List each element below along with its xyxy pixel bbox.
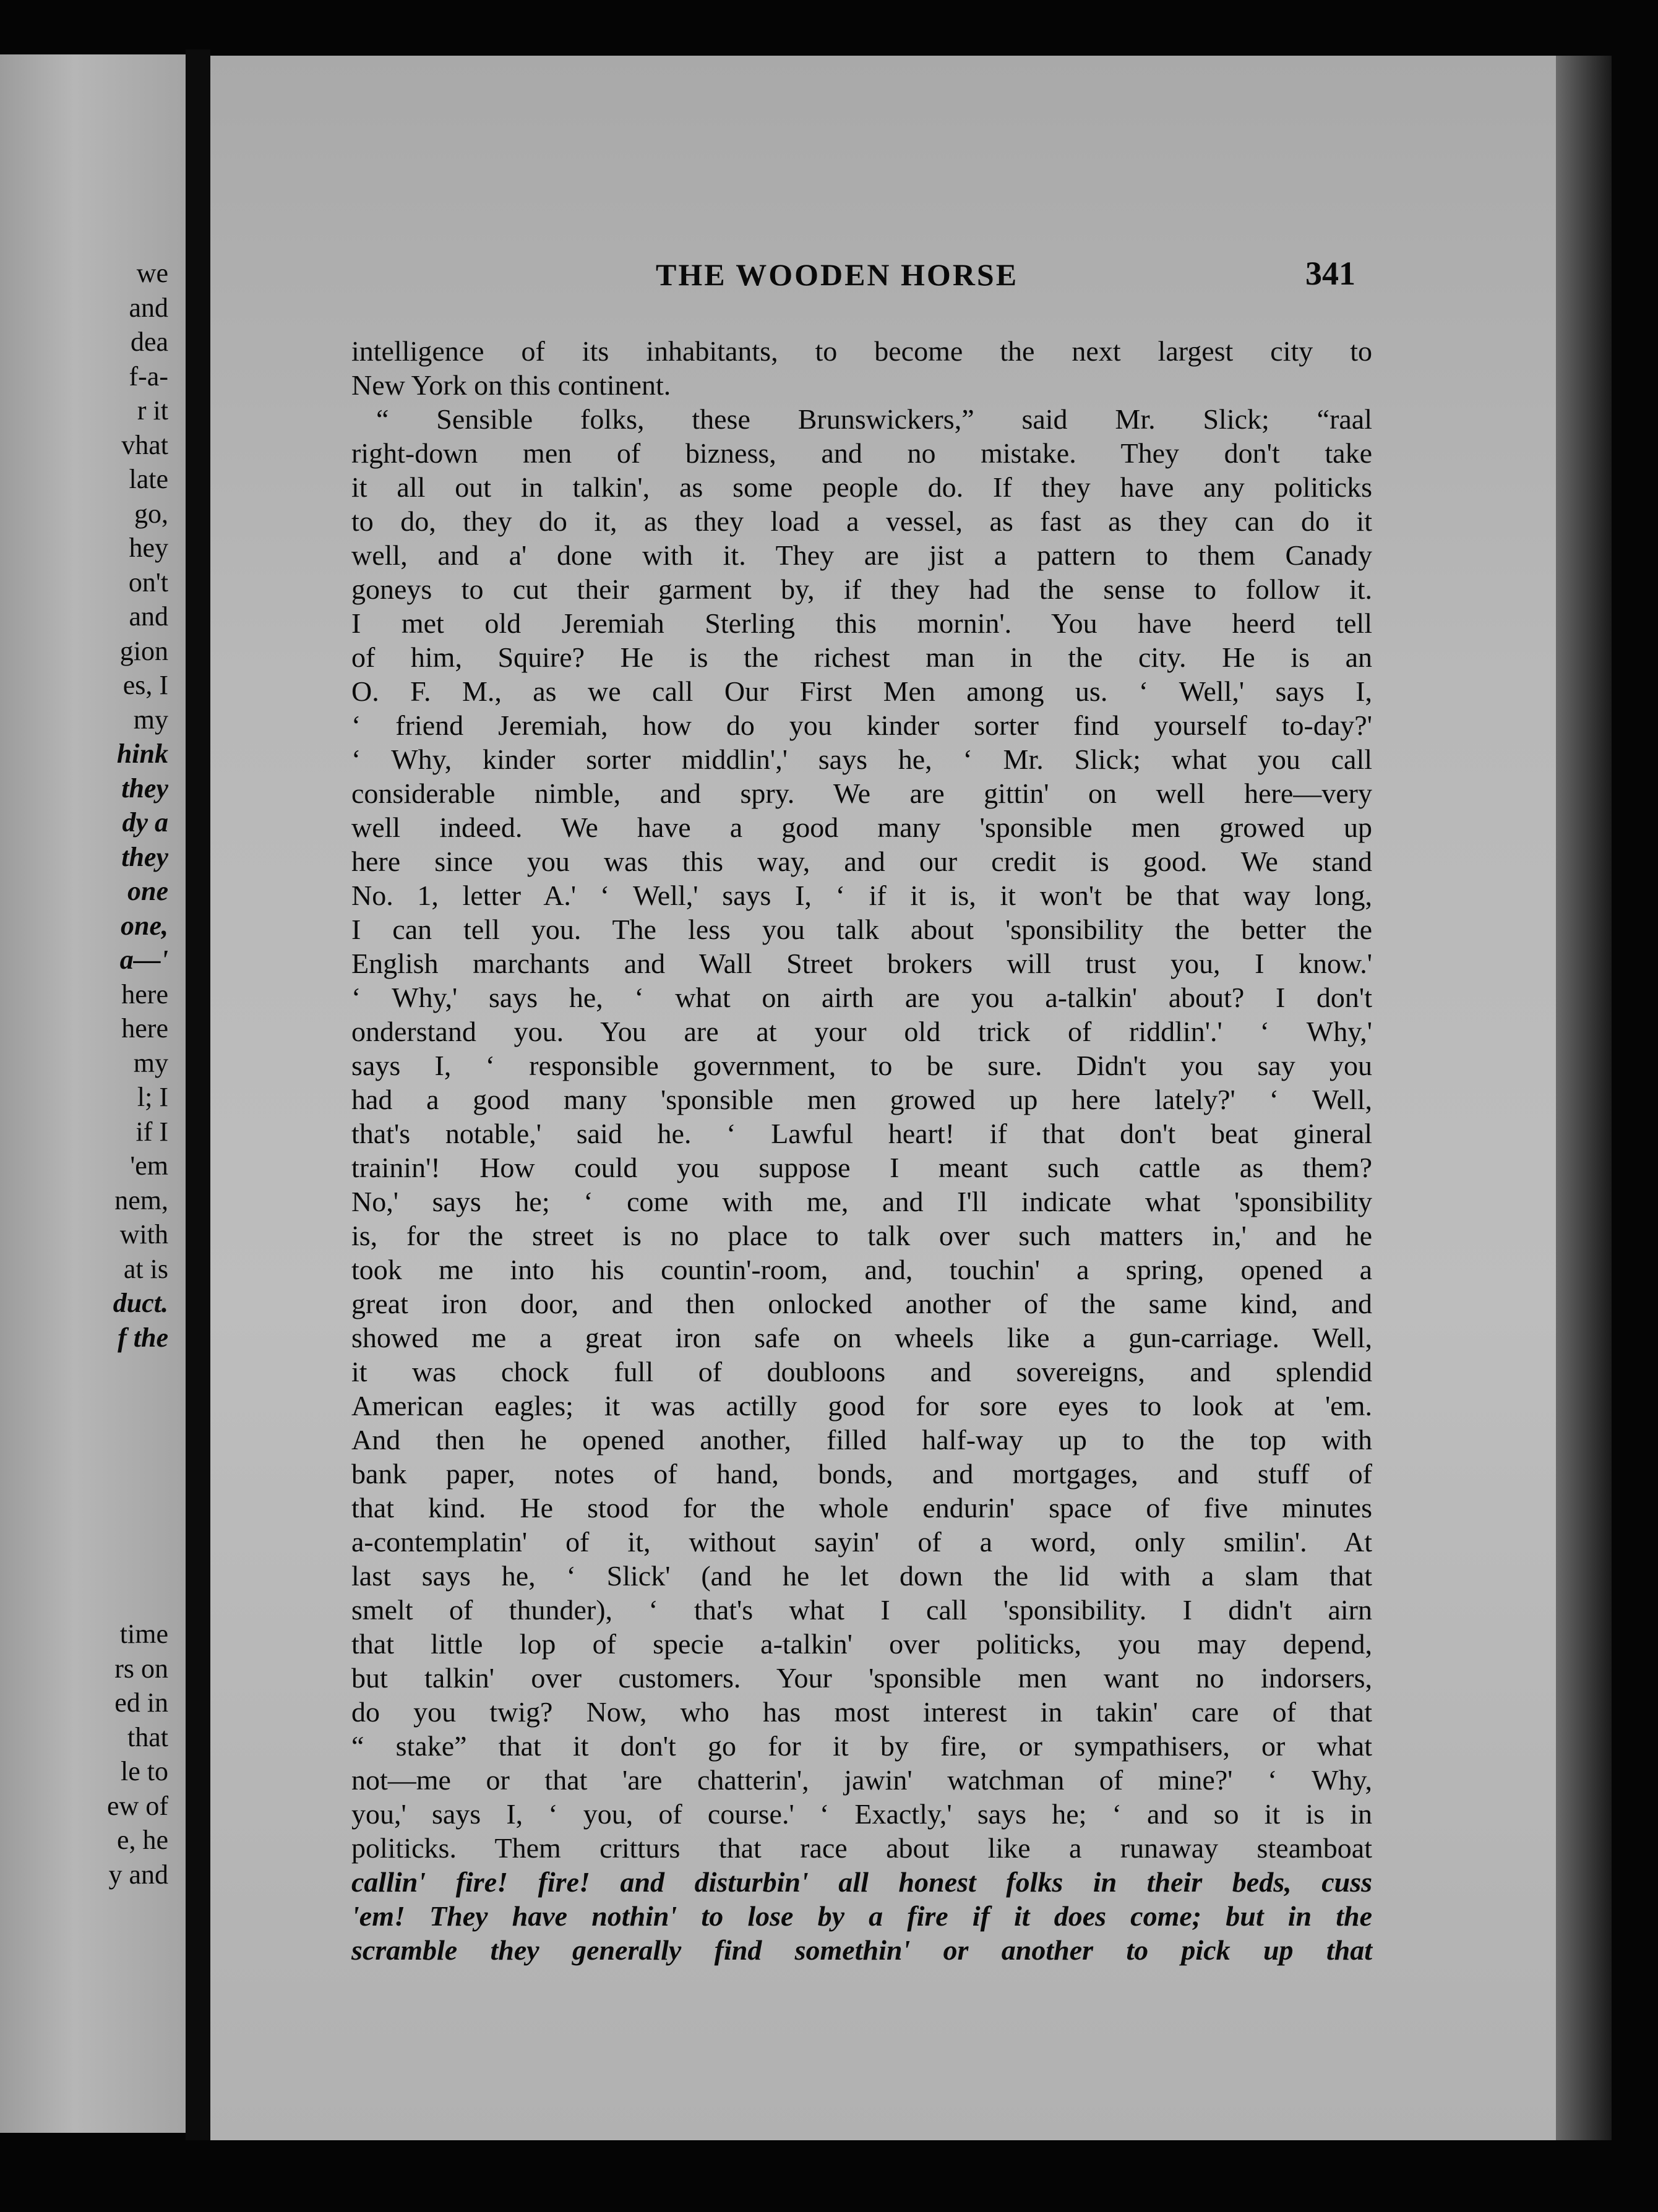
text-line: trainin'! How could you suppose I meant such cattle as them? [351,1152,1372,1183]
text-line: And then he opened another, filled half-way up to the top with [351,1424,1372,1455]
text-line: ‘ Why, kinder sorter middlin',' says he, ‘ Mr. Slick; what you call [351,744,1372,775]
text-line: New York on this continent. [351,369,671,401]
previous-page-text-fragment: le to [121,1756,168,1786]
text-line: ‘ friend Jeremiah, how do you kinder sorter find yourself to-day?' [351,709,1372,741]
book-page [210,56,1556,2140]
text-line: of him, Squire? He is the richest man in the city. He is an [351,641,1372,673]
text-line: last says he, ‘ Slick' (and he let down the lid with a slam that [351,1560,1372,1592]
book-gutter [186,49,210,2140]
previous-page-text-fragment: f-a- [129,361,168,392]
text-line: it all out in talkin', as some people do. If they have any politicks [351,471,1372,503]
running-head [210,257,1556,300]
previous-page-text-fragment: go, [134,498,168,529]
previous-page-text-fragment: they [121,841,168,872]
text-line: had a good many 'sponsible men growed up here lately?' ‘ Well, [351,1084,1372,1115]
text-line: a-contemplatin' of it, without sayin' of a word, only smilin'. At [351,1526,1372,1558]
text-line: right-down men of bizness, and no mistake. They don't take [351,437,1372,469]
text-line: considerable nimble, and spry. We are gittin' on well here—very [351,778,1372,809]
text-line: that kind. He stood for the whole endurin' space of five minutes [351,1492,1372,1524]
page-stack-edge [1556,56,1612,2140]
previous-page-text-fragment: nem, [114,1185,168,1215]
previous-page-text-fragment: hink [116,739,168,769]
previous-page-text-fragment: dea [130,327,168,357]
previous-page-text-fragment: y and [108,1859,168,1890]
previous-page-text-fragment: here [121,1013,168,1044]
text-line: do you twig? Now, who has most interest in takin' care of that [351,1696,1372,1728]
text-line: well indeed. We have a good many 'sponsible men growed up [351,812,1372,843]
text-line: smelt of thunder), ‘ that's what I call 'sponsibility. I didn't airn [351,1594,1372,1626]
previous-page-text-fragment: es, I [122,670,168,700]
previous-page-text-fragment: rs on [114,1653,168,1684]
text-line: you,' says I, ‘ you, of course.' ‘ Exactly,' says he; ‘ and so it is in [351,1798,1372,1830]
previous-page-text-fragment: r it [137,395,168,426]
text-line: callin' fire! fire! and disturbin' all honest folks in their beds, cuss [351,1866,1372,1898]
page-number: 341 [1305,255,1355,292]
text-line: scramble they generally find somethin' or another to pick up that [351,1934,1372,1966]
previous-page-text-fragment: dy a [122,807,168,838]
text-line: here since you was this way, and our credit is good. We stand [351,846,1372,877]
previous-page-text-fragment: l; I [137,1082,168,1112]
text-line: but talkin' over customers. Your 'sponsible men want no indorsers, [351,1662,1372,1694]
previous-page-text-fragment: e, he [116,1825,168,1855]
previous-page-text-fragment: my [133,704,168,735]
text-line: politicks. Them critturs that race about like a runaway steamboat [351,1832,1372,1864]
text-line: No,' says he; ‘ come with me, and I'll indicate what 'sponsibility [351,1186,1372,1217]
previous-page-text-fragment: they [121,773,168,804]
page-title: THE WOODEN HORSE [656,257,1019,292]
previous-page-text-fragment: with [119,1219,168,1250]
text-line: took me into his countin'-room, and, touchin' a spring, opened a [351,1254,1372,1285]
text-line: intelligence of its inhabitants, to become the next largest city to [351,335,1372,367]
previous-page-text-fragment: on't [128,567,168,598]
text-line: that little lop of specie a-talkin' over politicks, you may depend, [351,1628,1372,1660]
previous-page-text-fragment: a—' [119,945,168,975]
previous-page-text-fragment: my [133,1047,168,1078]
body-text [351,334,1372,1967]
text-line: “ Sensible folks, these Brunswickers,” said Mr. Slick; “raal [376,403,1372,435]
text-line: well, and a' done with it. They are jist a pattern to them Canady [351,539,1372,571]
text-line: that's notable,' said he. ‘ Lawful heart! if that don't beat gineral [351,1118,1372,1149]
text-line: great iron door, and then onlocked another of the same kind, and [351,1288,1372,1319]
text-line: it was chock full of doubloons and sovereigns, and splendid [351,1356,1372,1387]
previous-page-text-fragment: ed in [114,1687,168,1718]
previous-page-text-fragment: late [129,464,168,494]
previous-page-text-fragment: gion [119,635,168,666]
text-line: American eagles; it was actilly good for sore eyes to look at 'em. [351,1390,1372,1421]
text-line: No. 1, letter A.' ‘ Well,' says I, ‘ if it is, it won't be that way long, [351,880,1372,911]
text-line: “ stake” that it don't go for it by fire, or sympathisers, or what [351,1730,1372,1762]
text-line: goneys to cut their garment by, if they had the sense to follow it. [351,573,1372,605]
previous-page-text-fragment: that [127,1721,168,1752]
text-line: not—me or that 'are chatterin', jawin' watchman of mine?' ‘ Why, [351,1764,1372,1796]
previous-page-text-fragment: 'em [130,1151,168,1181]
text-line: is, for the street is no place to talk over such matters in,' and he [351,1220,1372,1251]
previous-page-text-fragment: ew of [107,1790,168,1821]
text-line: English marchants and Wall Street brokers will trust you, I know.' [351,948,1372,979]
text-line: O. F. M., as we call Our First Men among us. ‘ Well,' says I, [351,675,1372,707]
previous-page-text-fragment: and [129,292,168,323]
previous-page-text-fragment: if I [135,1116,168,1147]
previous-page-text-fragment: and [129,601,168,632]
text-line: ‘ Why,' says he, ‘ what on airth are you a-talkin' about? I don't [351,982,1372,1013]
text-line: to do, they do it, as they load a vessel, as fast as they can do it [351,505,1372,537]
text-line: showed me a great iron safe on wheels like a gun-carriage. Well, [351,1322,1372,1353]
text-line: onderstand you. You are at your old trick of riddlin'.' ‘ Why,' [351,1016,1372,1047]
text-line: I can tell you. The less you talk about 'sponsibility the better the [351,914,1372,945]
text-line: 'em! They have nothin' to lose by a fire if it does come; but in the [351,1900,1372,1932]
text-line: I met old Jeremiah Sterling this mornin'. You have heerd tell [351,607,1372,639]
previous-page-edge [0,54,186,2133]
previous-page-text-fragment: hey [129,533,168,563]
previous-page-text-fragment: at is [123,1253,168,1284]
text-line: bank paper, notes of hand, bonds, and mortgages, and stuff of [351,1458,1372,1490]
previous-page-text-fragment: we [136,258,168,288]
previous-page-text-fragment: one, [121,910,168,941]
previous-page-text-fragment: one [127,876,168,906]
text-line: says I, ‘ responsible government, to be sure. Didn't you say you [351,1050,1372,1081]
previous-page-text-fragment: f the [118,1322,168,1353]
previous-page-text-fragment: here [121,979,168,1010]
previous-page-text-fragment: duct. [113,1288,168,1318]
previous-page-text-fragment: vhat [121,429,168,460]
previous-page-text-fragment: time [119,1619,168,1649]
